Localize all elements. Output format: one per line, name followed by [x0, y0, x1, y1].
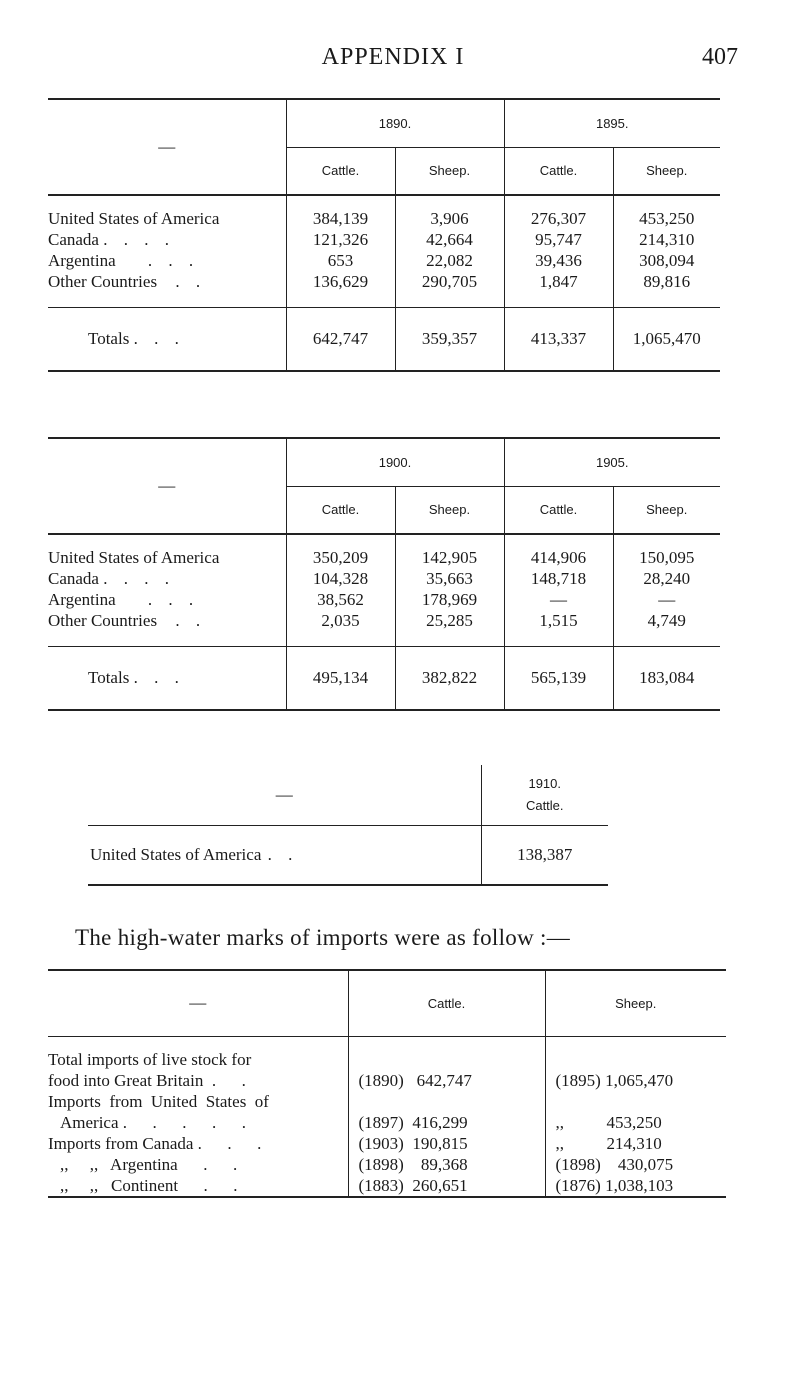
- table-row: [88, 825, 608, 885]
- page-number: 407: [702, 44, 738, 70]
- table-cell: —: [613, 589, 720, 610]
- table-cell: [546, 1049, 727, 1070]
- page-title: APPENDIX I: [321, 44, 465, 70]
- leader-dots: . . .: [147, 250, 200, 270]
- leader-dots: . . .: [147, 589, 200, 609]
- table-cell: 1,515: [504, 610, 613, 631]
- row-label: United States of America: [90, 844, 262, 864]
- table-cell: 308,094: [613, 250, 720, 271]
- table-corner: —: [48, 438, 286, 534]
- table-cell: —: [504, 589, 613, 610]
- row-label: Argentina: [48, 250, 116, 270]
- table-cell: 42,664: [395, 229, 504, 250]
- total-cell: 359,357: [395, 307, 504, 371]
- imports-table-1910: [88, 765, 608, 886]
- table-cell: ,, 453,250: [555, 1112, 662, 1132]
- table-cell: 414,906: [504, 547, 613, 568]
- total-cell: 183,084: [613, 646, 720, 710]
- table-cell: (1876) 1,038,103: [555, 1175, 674, 1195]
- table-cell: 95,747: [504, 229, 613, 250]
- table-cell: (1897) 416,299: [358, 1112, 468, 1132]
- table-cell: 3,906: [395, 208, 504, 229]
- column-header: Cattle.: [286, 486, 395, 534]
- totals-label: Totals: [88, 667, 130, 687]
- table-cell: 35,663: [395, 568, 504, 589]
- row-label: Other Countries: [48, 610, 158, 630]
- row-label: ,, ,, Continent . .: [60, 1175, 238, 1195]
- table-cell: 142,905: [395, 547, 504, 568]
- column-header: Sheep.: [395, 486, 504, 534]
- table-cell: 453,250: [613, 208, 720, 229]
- leader-dots: . . .: [133, 667, 185, 687]
- table-cell: 1,847: [504, 271, 613, 292]
- table-cell: (1898) 430,075: [555, 1154, 674, 1174]
- table-corner: —: [48, 99, 286, 195]
- table-cell: (1903) 190,815: [358, 1133, 468, 1153]
- table-row: [48, 229, 720, 250]
- row-label: America . . . . .: [60, 1112, 247, 1132]
- row-label: Argentina: [48, 589, 116, 609]
- totals-label: Totals: [88, 328, 130, 348]
- totals-row: [48, 307, 720, 371]
- total-cell: 413,337: [504, 307, 613, 371]
- table-cell: 4,749: [613, 610, 720, 631]
- table-cell: (1890) 642,747: [358, 1070, 472, 1090]
- imports-table-1900-1905: [48, 437, 720, 711]
- column-header: Cattle.: [525, 797, 564, 813]
- total-cell: 642,747: [286, 307, 395, 371]
- table-cell: 39,436: [504, 250, 613, 271]
- table-cell: [546, 1091, 727, 1112]
- row-label: United States of America: [48, 547, 220, 567]
- table-cell: 89,816: [613, 271, 720, 292]
- intro-sentence: The high-water marks of imports were as follow :—: [75, 925, 571, 950]
- column-header: Cattle.: [286, 147, 395, 195]
- row-label: Imports from United States of: [48, 1091, 269, 1111]
- sheep-column: [546, 1049, 727, 1196]
- column-header: Cattle.: [504, 147, 613, 195]
- table-cell: 2,035: [286, 610, 395, 631]
- row-label: Total imports of live stock for: [48, 1049, 252, 1069]
- table-cell: 104,328: [286, 568, 395, 589]
- table-row: [48, 271, 720, 292]
- column-header: Sheep.: [613, 147, 720, 195]
- table-cell: (1895) 1,065,470: [555, 1070, 674, 1090]
- table-row: [48, 589, 720, 610]
- high-water-marks-table: [48, 969, 726, 1198]
- table-row: [48, 610, 720, 631]
- row-label: United States of America: [48, 208, 220, 228]
- table-cell: 350,209: [286, 547, 395, 568]
- table-cell: 138,387: [481, 825, 608, 885]
- page-header: [48, 44, 738, 80]
- table-cell: 150,095: [613, 547, 720, 568]
- table-cell: 28,240: [613, 568, 720, 589]
- leader-dots: . . . .: [103, 229, 175, 249]
- table-cell: 148,718: [504, 568, 613, 589]
- total-cell: 495,134: [286, 646, 395, 710]
- table-row: [48, 250, 720, 271]
- table-row: [48, 208, 720, 229]
- table-cell: 653: [286, 250, 395, 271]
- total-cell: 565,139: [504, 646, 613, 710]
- table-cell: 290,705: [395, 271, 504, 292]
- total-cell: 1,065,470: [613, 307, 720, 371]
- table-cell: 136,629: [286, 271, 395, 292]
- table-cell: 214,310: [613, 229, 720, 250]
- column-header: Cattle.: [348, 970, 545, 1036]
- total-cell: 382,822: [395, 646, 504, 710]
- cattle-column: [349, 1049, 545, 1196]
- leader-dots: . . . .: [103, 568, 175, 588]
- table-cell: 22,082: [395, 250, 504, 271]
- column-header: Sheep.: [395, 147, 504, 195]
- year-header: 1910.: [528, 775, 562, 791]
- row-label: ,, ,, Argentina . .: [60, 1154, 238, 1174]
- column-header: Sheep.: [545, 970, 726, 1036]
- column-header: Sheep.: [613, 486, 720, 534]
- table-cell: 25,285: [395, 610, 504, 631]
- table-corner: —: [189, 993, 207, 1013]
- row-label: Canada: [48, 568, 99, 588]
- year-header: 1905.: [504, 438, 720, 486]
- table-row: [48, 547, 720, 568]
- table-cell: (1883) 260,651: [358, 1175, 468, 1195]
- year-header: 1890.: [286, 99, 504, 147]
- table-cell: 384,139: [286, 208, 395, 229]
- table-cell: (1898) 89,368: [358, 1154, 468, 1174]
- row-label: Canada: [48, 229, 99, 249]
- column-header: Cattle.: [504, 486, 613, 534]
- leader-dots: . .: [175, 271, 207, 291]
- table-cell: [349, 1091, 545, 1112]
- table-cell: 178,969: [395, 589, 504, 610]
- row-label: Other Countries: [48, 271, 158, 291]
- table-corner: —: [275, 784, 293, 804]
- row-label: Imports from Canada . . .: [48, 1133, 262, 1153]
- leader-dots: . . .: [133, 328, 185, 348]
- table-cell: 38,562: [286, 589, 395, 610]
- label-column: [48, 1049, 348, 1196]
- table-cell: [349, 1049, 545, 1070]
- table-cell: ,, 214,310: [555, 1133, 662, 1153]
- leader-dots: . .: [267, 844, 299, 864]
- totals-row: [48, 646, 720, 710]
- row-label: food into Great Britain . .: [48, 1070, 246, 1090]
- year-header: 1895.: [504, 99, 720, 147]
- imports-table-1890-1895: [48, 98, 720, 372]
- table-row: [48, 568, 720, 589]
- leader-dots: . .: [175, 610, 207, 630]
- table-cell: 121,326: [286, 229, 395, 250]
- year-header: 1900.: [286, 438, 504, 486]
- table-cell: 276,307: [504, 208, 613, 229]
